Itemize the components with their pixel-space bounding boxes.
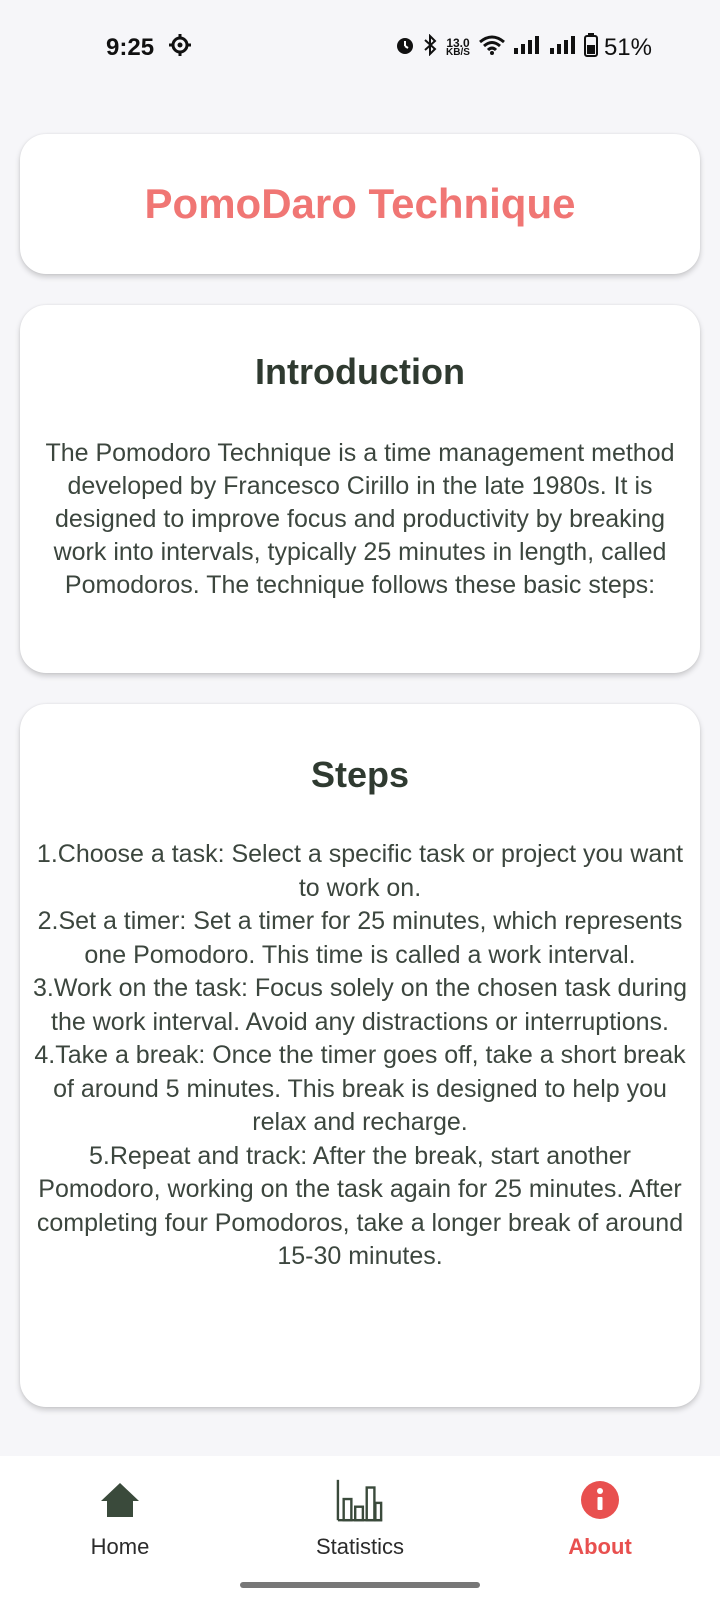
bar-chart-icon [336,1476,384,1524]
signal-icon-2 [548,34,578,63]
network-speed [446,38,470,58]
title-card [20,134,700,274]
step-item: 1.Choose a task: Select a specific task or project you want to work on. [36,840,684,902]
nav-about-label: About [568,1534,632,1559]
nav-statistics[interactable] [260,1476,460,1560]
signal-icon [512,34,542,63]
bottom-navigation [0,1456,720,1600]
nav-home[interactable] [20,1476,220,1560]
bluetooth-icon [422,34,438,63]
nav-home-label: Home [90,1534,150,1559]
introduction-text: The Pomodoro Technique is a time management method developed by Francesco Cirillo in the late 1980s. It is designed to improve focus and productivity by breaking work into intervals, typically 25 minutes in length, called Pomodoros. The technique follows these basic steps: [45,439,675,599]
info-icon [576,1476,624,1524]
alarm-icon [394,34,416,63]
steps-card [20,704,700,1407]
nav-statistics-label: Statistics [315,1534,405,1559]
introduction-card [20,305,700,673]
net-speed-value: 13.0 [446,36,470,50]
net-speed-unit: KB/S [446,47,470,58]
steps-heading: Steps [310,754,410,795]
step-item: 5.Repeat and track: After the break, start another Pomodoro, working on the task again for 25 minutes. After completing four Pomodoros, take a longer break of around 15-30 minutes. [36,1141,684,1270]
introduction-heading: Introduction [255,351,465,392]
gesture-home-bar[interactable] [240,1582,480,1588]
home-icon [96,1476,144,1524]
battery-percent: 51% [603,34,652,61]
status-time: 9:25 [106,34,155,61]
step-item: 2.Set a timer: Set a timer for 25 minutes, which represents one Pomodoro. This time is called a work interval. [37,907,683,969]
nav-about[interactable] [500,1476,700,1560]
status-bar [0,0,720,96]
step-item: 3.Work on the task: Focus solely on the chosen task during the work interval. Avoid any distractions or interruptions. [32,974,688,1036]
steps-list [32,838,688,1274]
page-title: PomoDaro Technique [144,180,576,227]
battery-icon [584,33,598,64]
wifi-icon [478,34,506,63]
step-item: 4.Take a break: Once the timer goes off, take a short break of around 5 minutes. This break is designed to help you relax and recharge. [34,1041,686,1136]
settings-gear-icon [168,33,192,64]
